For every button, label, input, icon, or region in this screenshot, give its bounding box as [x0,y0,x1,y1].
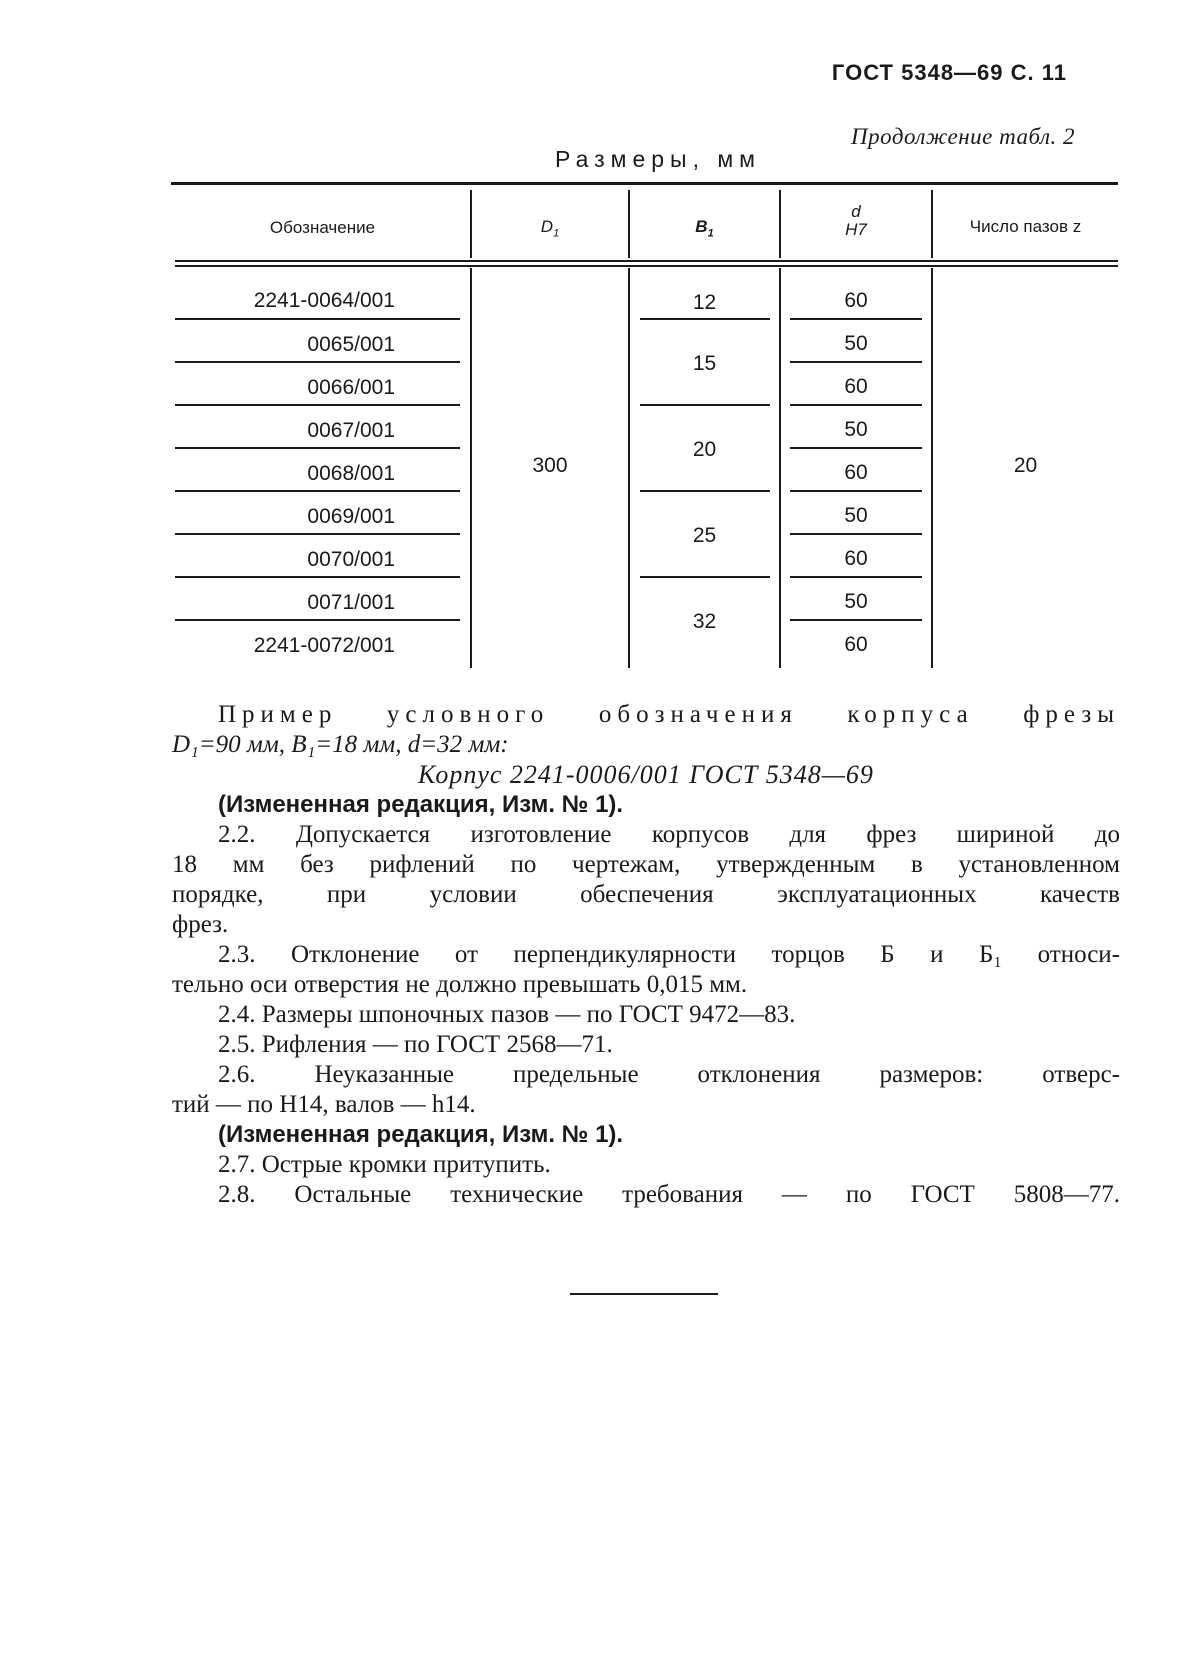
header-d1-letter: D [540,217,554,236]
d-value: 60 [844,289,868,312]
d-rule [790,404,922,406]
header-d: d [851,202,861,221]
example-designation: Корпус 2241-0006/001 ГОСТ 5348—69 [418,760,874,789]
d-value: 60 [844,633,868,656]
row-rule [175,490,460,492]
d1-value: 300 [532,454,568,477]
designation-cell: 0068/001 [307,462,395,485]
b1-rule [640,576,770,578]
requirements-text [172,700,1120,1210]
b1-value: 25 [692,524,717,547]
clause-2-2-line-4: фрез. [172,911,229,938]
designation-cell: 2241-0072/001 [253,634,395,657]
d-rule [790,361,922,363]
header-d-h7 [781,203,931,239]
b1-rule [640,318,770,320]
designation-cell: 0070/001 [307,548,395,571]
header-b1-letter: B [695,217,708,236]
b1-value: 20 [692,438,717,461]
table-continuation-note: Продолжение табл. 2 [851,124,1075,149]
row-rule [175,576,460,578]
clause-2-2-line-1: 2.2. Допускается изготовление корпусов для фрез шириной до [218,821,1120,848]
header-slots: Число пазов z [969,217,1082,236]
d-value: 60 [844,547,868,570]
clause-2-2-line-3: порядке, при условии обеспечения эксплуатационных качеств [172,881,1120,908]
page-header: ГОСТ 5348—69 С. 11 [831,60,1067,85]
clause-2-3-line-2: тельно оси отверстия не должно превышать 0,015 мм. [172,971,748,998]
d-rule [790,318,922,320]
d-rule [790,533,922,535]
table-header-rule [175,260,1118,262]
clause-2-6-line-2: тий — по H14, валов — h14. [172,1091,476,1118]
row-rule [175,619,460,621]
amendment-note-1: (Измененная редакция, Изм. № 1). [218,791,624,818]
header-d1 [472,217,628,239]
d-value: 50 [844,332,868,355]
end-rule [570,1293,718,1295]
b1-rule [640,404,770,406]
d-value: 50 [844,418,868,441]
designation-cell: 0071/001 [307,591,395,614]
row-rule [175,318,460,320]
example-line-2: D₁=90 мм, B₁=18 мм, d=32 мм: [172,731,509,758]
clause-2-3-line-1: 2.3. Отклонение от перпендикулярности торцов Б и Б₁ относи- [218,941,1120,968]
table-top-rule [171,182,1118,185]
table-units-caption: Размеры, мм [555,146,761,172]
clause-2-6-line-1: 2.6. Неуказанные предельные отклонения размеров: отверс- [218,1061,1120,1088]
d-rule [790,447,922,449]
header-h7: H7 [845,220,867,239]
designation-cell: 0067/001 [307,419,395,442]
designation-cell: 0069/001 [307,505,395,528]
b1-rule [640,490,770,492]
header-designation: Обозначение [269,218,376,237]
clause-2-8: 2.8. Остальные технические требования — по ГОСТ 5808—77. [218,1181,1120,1208]
row-rule [175,404,460,406]
slots-value: 20 [1013,454,1038,477]
header-d1-subscript: 1 [553,227,560,240]
designation-cell: 2241-0064/001 [253,289,395,312]
body-divider-2 [628,268,630,668]
d-rule [790,576,922,578]
row-rule [175,533,460,535]
table-header-rule-2 [175,265,1118,267]
clause-2-4: 2.4. Размеры шпоночных пазов — по ГОСТ 9472—83. [218,1001,796,1028]
d-value: 50 [844,590,868,613]
designation-cell: 0065/001 [307,333,395,356]
clause-2-2-line-2: 18 мм без рифлений по чертежам, утвержденным в установленном [172,851,1120,878]
designation-cell: 0066/001 [307,376,395,399]
header-b1-subscript: 1 [707,227,714,240]
row-rule [175,447,460,449]
amendment-note-2: (Измененная редакция, Изм. № 1). [218,1121,624,1148]
d-rule [790,490,922,492]
d-value: 50 [844,504,868,527]
clause-2-7: 2.7. Острые кромки притупить. [218,1151,551,1178]
d-rule [790,619,922,621]
b1-value: 15 [692,352,717,375]
clause-2-5: 2.5. Рифления — по ГОСТ 2568—71. [218,1031,613,1058]
d-value: 60 [844,461,868,484]
b1-value: 32 [692,610,717,633]
b1-value: 12 [692,291,717,314]
example-line-1: Пример условного обозначения корпуса фрезы [218,701,1120,728]
row-rule [175,361,460,363]
header-b1 [630,217,779,239]
d-value: 60 [844,375,868,398]
